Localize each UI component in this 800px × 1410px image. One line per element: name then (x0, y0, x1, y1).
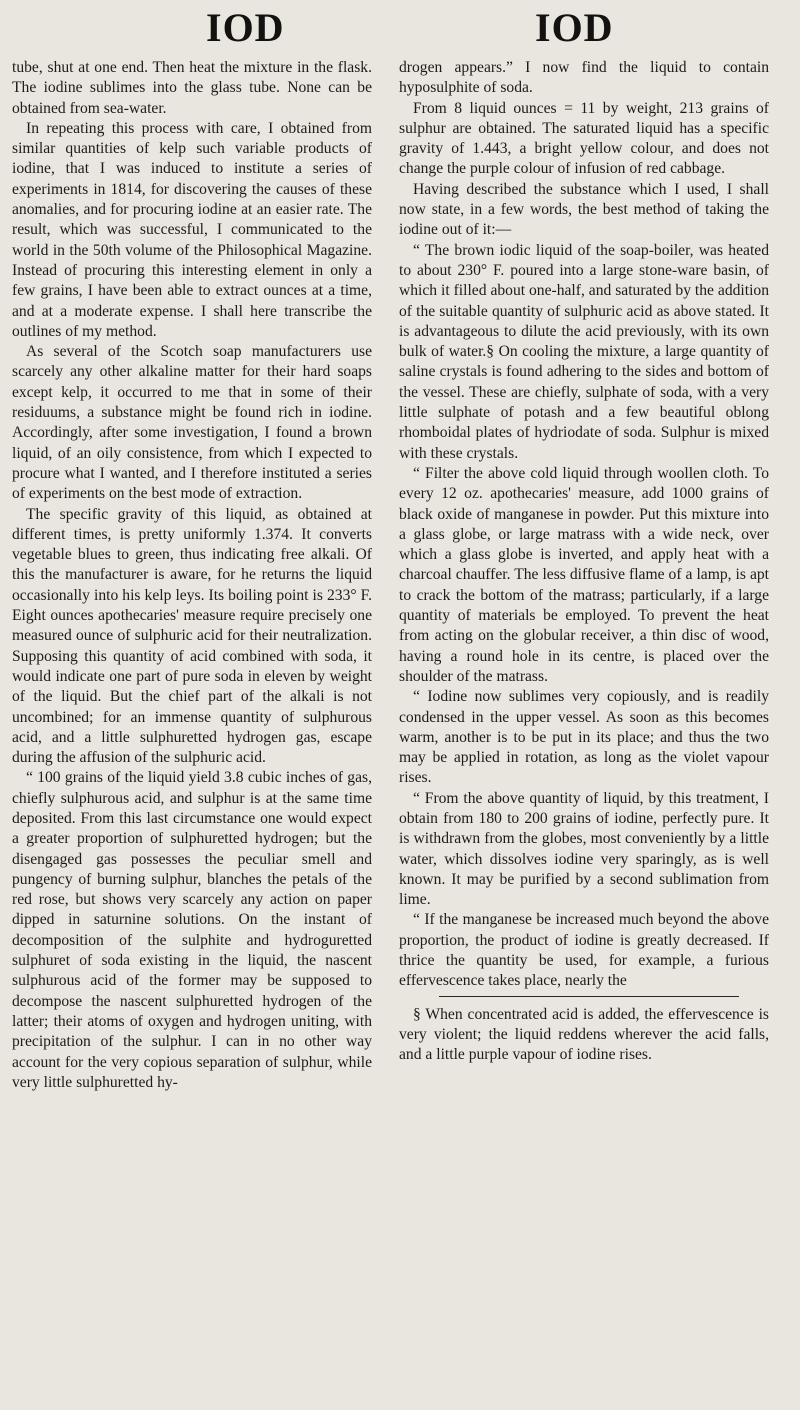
right-column (399, 58, 769, 1066)
paragraph: “ 100 grains of the liquid yield 3.8 cubic inches of gas, chiefly sulphurous acid, and sulphur is at the same time deposited. From this last circumstance one would expect a greater proportion of sulphuretted hydrogen; but the disengaged gas possesses the peculiar smell and pungency of burning sulphur, blanches the petals of the red rose, but shows very scarcely any action on paper dipped in saturnine solutions. On the instant of decomposition of the sulphite and hydroguretted sulphuret of soda existing in the liquid, the nascent sulphurous acid of the former may be supposed to decompose the nascent sulphuretted hydrogen of the latter; their atoms of oxygen and hydrogen uniting, with precipitation of the sulphur. I can in no other way account for the very copious separation of sulphur, while very little sulphuretted hy- (12, 769, 372, 1091)
paragraph: The specific gravity of this liquid, as obtained at different times, is pretty uniformly 1.374. It converts vegetable blues to green, thus indicating free alkali. Of this the manufacturer is aware, for he returns the liquid occasionally into his kelp leys. Its boiling point is 233° F. Eight ounces apothecaries' measure require precisely one measured ounce of sulphuric acid for their neutralization. Supposing this quantity of acid combined with soda, it would indicate one part of pure soda in eleven by weight of the liquid. But the chief part of the alkali is not uncombined; for an immense quantity of sulphurous acid, and a little sulphuretted hydrogen gas, escape during the affusion of the sulphuric acid. (12, 505, 372, 767)
paragraph: Having described the substance which I used, I shall now state, in a few words, the best method of taking the iodine out of it:— (399, 180, 769, 239)
footnote-rule (439, 996, 739, 997)
left-column (12, 58, 372, 1093)
paragraph: “ From the above quantity of liquid, by this treatment, I obtain from 180 to 200 grains of iodine, perfectly pure. It is withdrawn from the globes, most conveniently by a little water, which dissolves iodine very sparingly, as is well known. It may be purified by a second sublimation from lime. (399, 789, 769, 909)
paragraph: drogen appears.” I now find the liquid to contain hyposulphite of soda. (399, 59, 769, 97)
paragraph: As several of the Scotch soap manufacturers use scarcely any other alkaline matter for their hard soaps except kelp, it occurred to me that in some of their residuums, a substance might be found rich in iodine. Accordingly, after some investigation, I found a brown liquid, of an oily consistence, from which I expected to procure what I wanted, and I therefore instituted a series of experiments on the best mode of extraction. (12, 343, 372, 503)
running-head-left: IOD (206, 5, 285, 50)
paragraph: “ If the manganese be increased much beyond the above proportion, the product of iodine is greatly decreased. If thrice the quantity be used, for example, a furious effervescence takes place, nearly the (399, 911, 769, 990)
paragraph: From 8 liquid ounces = 11 by weight, 213 grains of sulphur are obtained. The saturated liquid has a specific gravity of 1.443, a bright yellow colour, and does not change the purple colour of infusion of red cabbage. (399, 99, 769, 178)
paragraph: tube, shut at one end. Then heat the mixture in the flask. The iodine sublimes into the glass tube. None can be obtained from sea-water. (12, 59, 372, 117)
paragraph: “ Filter the above cold liquid through woollen cloth. To every 12 oz. apothecaries' measure, add 1000 grains of black oxide of manganese in powder. Put this mixture into a glass globe, or large matrass with a wide neck, over which a glass globe is inverted, and apply heat with a charcoal chauffer. The less diffusive flame of a lamp, is apt to crack the bottom of the matrass; particularly, if a large quantity of materials be employed. To prevent the heat from acting on the globular receiver, a thin disc of wood, having a round hole in its centre, is placed over the shoulder of the matrass. (399, 464, 769, 685)
paragraph: “ The brown iodic liquid of the soap-boiler, was heated to about 230° F. poured into a large stone-ware basin, of which it filled about one-half, and saturated by the addition of the suitable quantity of sulphuric acid as above stated. It is advantageous to dilute the acid previously, with its own bulk of water.§ On cooling the mixture, a large quantity of saline crystals is found adhering to the sides and bottom of the vessel. These are chiefly, sulphate of soda, with a very little sulphate of potash and a few beautiful oblong rhomboidal plates of hydriodate of soda. Sulphur is mixed with these crystals. (399, 241, 769, 462)
footnote: § When concentrated acid is added, the effervescence is very violent; the liquid reddens wherever the acid falls, and a little purple vapour of iodine rises. (399, 1005, 769, 1064)
paragraph: In repeating this process with care, I obtained from similar quantities of kelp such variable products of iodine, that I was induced to institute a series of experiments in 1814, for discovering the causes of these anomalies, and for procuring iodine at an easier rate. The result, which was successful, I communicated to the world in the 50th volume of the Philosophical Magazine. Instead of procuring this interesting element in only a few grains, I have been able to extract ounces at a time, and at a moderate expense. I shall here transcribe the outlines of my method. (12, 119, 372, 340)
paragraph: “ Iodine now sublimes very copiously, and is readily condensed in the upper vessel. As soon as this becomes warm, another is to be put in its place; and thus the two may be applied in rotation, as long as the violet vapour rises. (399, 688, 769, 787)
running-head-right: IOD (535, 5, 614, 50)
